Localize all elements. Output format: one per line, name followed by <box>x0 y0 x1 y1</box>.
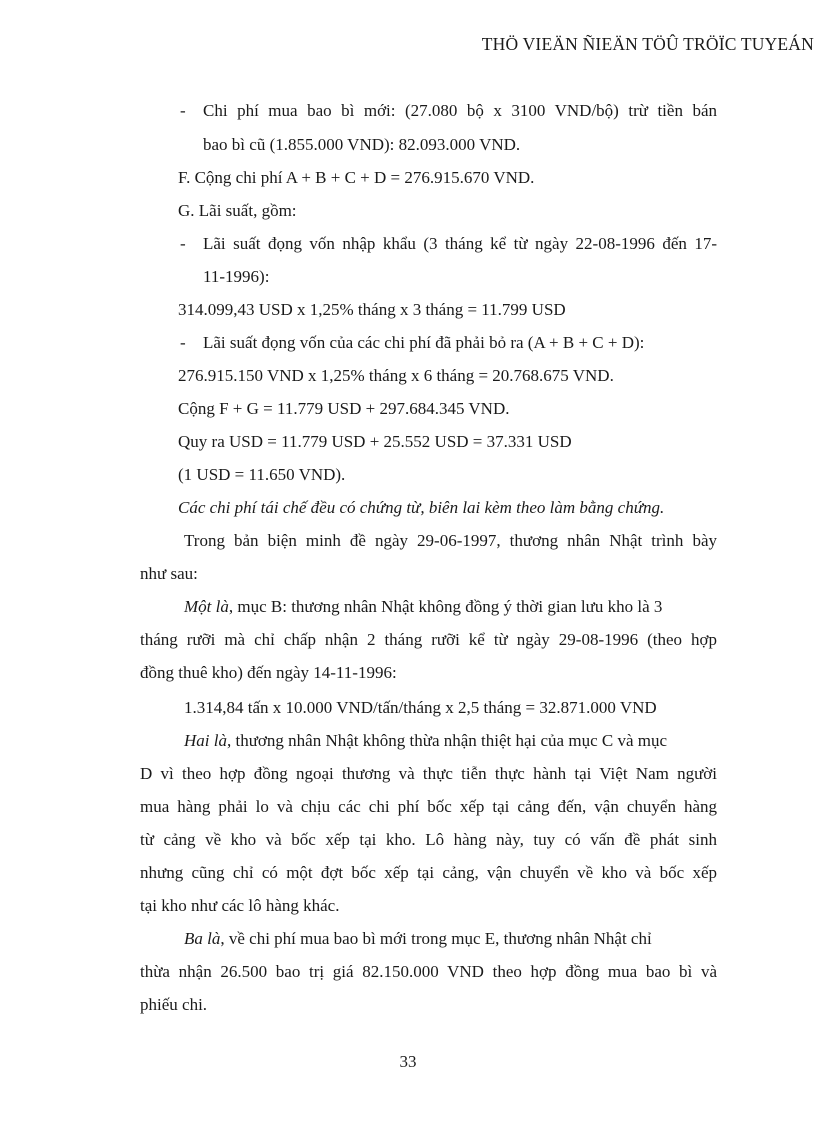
bullet-dash: - <box>180 333 186 352</box>
text-line: Lãi suất đọng vốn nhập khẩu (3 tháng kể từ ngày 22-08-1996 đến 17- <box>203 234 717 253</box>
paragraph-line: từ cảng về kho và bốc xếp tại kho. Lô hàng này, tuy có vấn đề phát sinh <box>140 830 717 849</box>
italic-note: Các chi phí tái chế đều có chứng từ, biên lai kèm theo làm bằng chứng. <box>178 498 665 517</box>
paragraph-line: Trong bản biện minh đề ngày 29-06-1997, thương nhân Nhật trình bày <box>184 531 717 550</box>
paragraph-line: tại kho như các lô hàng khác. <box>140 896 340 915</box>
text-line: Chi phí mua bao bì mới: (27.080 bộ x 3100 VND/bộ) trừ tiền bán <box>203 101 717 120</box>
page-header: THÖ VIEÄN ÑIEÄN TÖÛ TRÖÏC TUYEÁN <box>481 34 814 54</box>
text-line: G. Lãi suất, gồm: <box>178 201 297 220</box>
text-line: bao bì cũ (1.855.000 VND): 82.093.000 VND. <box>203 135 521 154</box>
paragraph-line: phiếu chi. <box>140 995 208 1014</box>
italic-lead: Hai là <box>184 731 227 750</box>
paragraph-line <box>184 928 717 950</box>
text-line: F. Cộng chi phí A + B + C + D = 276.915.670 VND. <box>178 168 535 187</box>
italic-lead: Ba là <box>184 929 221 948</box>
paragraph-line: tháng rưỡi mà chỉ chấp nhận 2 tháng rưỡi kể từ ngày 29-08-1996 (theo hợp <box>140 630 717 649</box>
paragraph-line: thừa nhận 26.500 bao trị giá 82.150.000 VND theo hợp đồng mua bao bì và <box>140 962 717 981</box>
text-span: , về chi phí mua bao bì mới trong mục E, thương nhân Nhật chỉ <box>220 929 652 948</box>
text-line: (1 USD = 11.650 VND). <box>178 465 346 484</box>
bullet-dash: - <box>180 101 186 120</box>
page-number: 33 <box>399 1052 417 1071</box>
paragraph-line: đồng thuê kho) đến ngày 14-11-1996: <box>140 663 397 682</box>
text-span: , mục B: thương nhân Nhật không đồng ý thời gian lưu kho là 3 <box>228 597 663 616</box>
formula-line: 1.314,84 tấn x 10.000 VND/tấn/tháng x 2,5 tháng = 32.871.000 VND <box>184 698 657 717</box>
paragraph-line: như sau: <box>140 564 198 583</box>
text-line: Lãi suất đọng vốn của các chi phí đã phải bỏ ra (A + B + C + D): <box>203 333 645 352</box>
paragraph-line: nhưng cũng chỉ có một đợt bốc xếp tại cảng, vận chuyển về kho và bốc xếp <box>140 863 717 882</box>
text-line: Quy ra USD = 11.779 USD + 25.552 USD = 37.331 USD <box>178 432 572 451</box>
italic-lead: Một là <box>184 597 229 616</box>
text-line: 11-1996): <box>203 267 270 286</box>
paragraph-line: D vì theo hợp đồng ngoại thương và thực tiễn thực hành tại Việt Nam người <box>140 764 717 783</box>
text-line: Cộng F + G = 11.779 USD + 297.684.345 VND. <box>178 399 510 418</box>
bullet-dash: - <box>180 234 186 253</box>
text-line: 314.099,43 USD x 1,25% tháng x 3 tháng = 11.799 USD <box>178 300 566 319</box>
text-line: 276.915.150 VND x 1,25% tháng x 6 tháng = 20.768.675 VND. <box>178 366 614 385</box>
paragraph-line: mua hàng phải lo và chịu các chi phí bốc xếp tại cảng đến, vận chuyển hàng <box>140 797 717 816</box>
paragraph-line <box>184 596 717 618</box>
paragraph-line <box>184 730 717 752</box>
text-span: , thương nhân Nhật không thừa nhận thiệt hại của mục C và mục <box>226 731 668 750</box>
